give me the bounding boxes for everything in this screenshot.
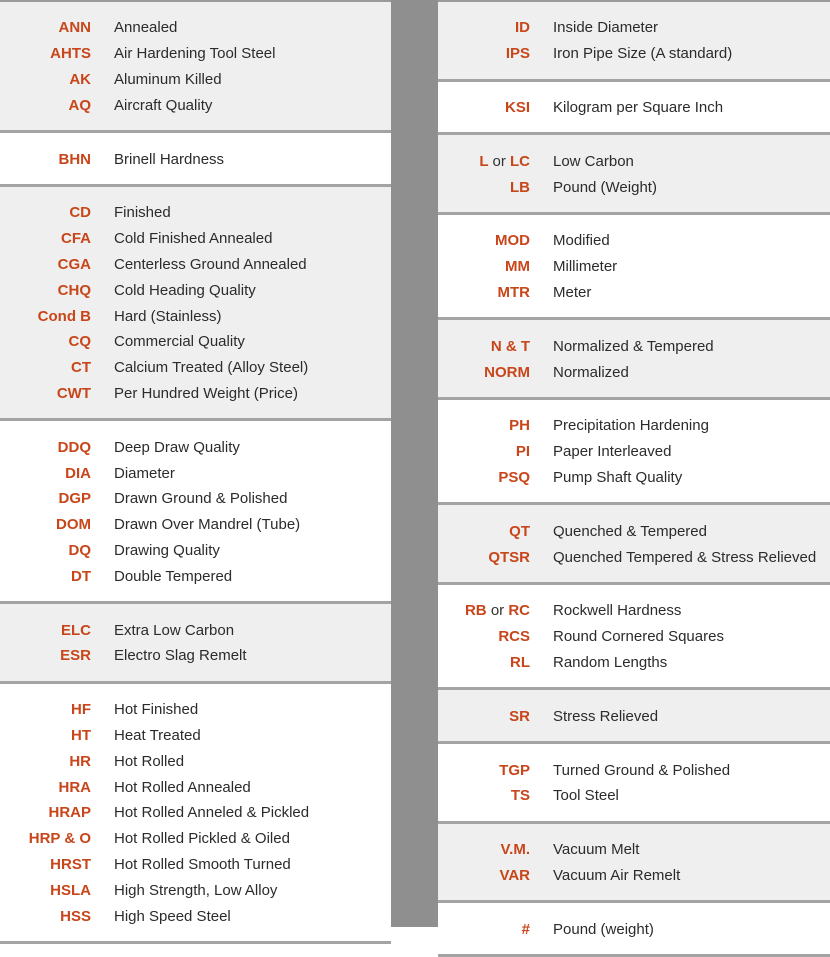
abbreviation-term — [438, 654, 530, 671]
abbreviation-row — [438, 280, 830, 306]
abbreviation-row — [0, 329, 391, 355]
abbreviation-definition: Hot Rolled Pickled & Oiled — [114, 830, 290, 848]
abbreviation-code: ELC — [61, 621, 91, 639]
abbreviation-definition: Normalized — [553, 363, 629, 381]
abbreviation-definition: Drawn Ground & Polished — [114, 490, 288, 508]
abbreviation-row — [438, 359, 830, 385]
abbreviation-code-alt: RC — [508, 602, 530, 620]
abbreviation-row — [438, 465, 830, 491]
abbreviation-term — [0, 465, 91, 482]
abbreviation-group — [0, 684, 391, 944]
abbreviation-definition: Extra Low Carbon — [114, 621, 235, 639]
abbreviation-definition: Hot Rolled Annealed — [114, 778, 251, 796]
abbreviation-term — [0, 282, 91, 299]
abbreviation-term — [0, 882, 91, 899]
abbreviation-term — [438, 45, 530, 62]
abbreviation-term — [0, 779, 91, 796]
abbreviation-row — [0, 92, 391, 118]
abbreviation-term — [438, 338, 530, 355]
abbreviation-definition: Cold Heading Quality — [114, 281, 256, 299]
abbreviation-row — [0, 355, 391, 381]
abbreviation-term — [0, 516, 91, 533]
abbreviation-definition: Commercial Quality — [114, 333, 245, 351]
abbreviation-definition: Rockwell Hardness — [553, 602, 682, 620]
abbreviation-definition: Calcium Treated (Alloy Steel) — [114, 359, 309, 377]
abbreviation-definition: High Strength, Low Alloy — [114, 881, 278, 899]
abbreviation-definition: Annealed — [114, 19, 178, 37]
abbreviation-term — [438, 284, 530, 301]
abbreviation-term — [438, 708, 530, 725]
abbreviation-row — [438, 174, 830, 200]
abbreviation-definition: Inside Diameter — [553, 19, 659, 37]
abbreviation-term — [438, 867, 530, 884]
abbreviation-term — [438, 549, 530, 566]
abbreviation-group — [0, 187, 391, 421]
abbreviation-group — [438, 135, 830, 215]
abbreviation-row — [438, 863, 830, 889]
abbreviation-term — [0, 71, 91, 88]
abbreviation-code: CFA — [61, 230, 91, 248]
abbreviation-row — [438, 439, 830, 465]
abbreviation-row — [438, 757, 830, 783]
abbreviation-row — [438, 598, 830, 624]
abbreviation-row — [0, 800, 391, 826]
abbreviation-group — [438, 903, 830, 957]
abbreviation-code: RL — [510, 653, 530, 671]
abbreviation-term — [438, 179, 530, 196]
column-gutter — [391, 0, 438, 927]
abbreviation-row — [438, 518, 830, 544]
abbreviation-code: DQ — [68, 541, 91, 559]
abbreviation-definition: Aluminum Killed — [114, 70, 222, 88]
abbreviation-term — [0, 542, 91, 559]
abbreviation-row — [0, 617, 391, 643]
abbreviation-group — [438, 82, 830, 136]
abbreviation-term — [0, 804, 91, 821]
abbreviation-term — [0, 830, 91, 847]
abbreviation-term — [438, 602, 530, 619]
abbreviation-code: PH — [509, 417, 530, 435]
abbreviation-code: DGP — [58, 490, 91, 508]
abbreviation-code: # — [521, 920, 530, 938]
abbreviation-code: ANN — [58, 19, 91, 37]
abbreviation-term — [438, 417, 530, 434]
abbreviation-row — [438, 41, 830, 67]
abbreviation-term — [438, 628, 530, 645]
abbreviation-code: PI — [515, 443, 530, 461]
abbreviation-term — [438, 469, 530, 486]
abbreviation-term — [438, 787, 530, 804]
abbreviation-definition: Drawn Over Mandrel (Tube) — [114, 516, 301, 534]
abbreviation-term — [438, 762, 530, 779]
abbreviation-code: DDQ — [57, 438, 91, 456]
abbreviation-code: HF — [71, 701, 91, 719]
abbreviation-row — [0, 877, 391, 903]
abbreviation-definition: Cold Finished Annealed — [114, 230, 273, 248]
abbreviation-code: HSLA — [50, 881, 91, 899]
abbreviation-code: SR — [509, 707, 530, 725]
abbreviation-group — [0, 604, 391, 684]
abbreviation-definition: Centerless Ground Annealed — [114, 255, 307, 273]
abbreviation-code: HRST — [50, 855, 91, 873]
abbreviation-term — [0, 727, 91, 744]
abbreviation-row — [0, 512, 391, 538]
abbreviation-row — [0, 903, 391, 929]
abbreviation-term — [0, 908, 91, 925]
abbreviation-definition: Finished — [114, 204, 171, 222]
abbreviation-definition: Paper Interleaved — [553, 443, 672, 461]
abbreviation-row — [438, 333, 830, 359]
abbreviation-term — [438, 443, 530, 460]
abbreviation-row — [438, 650, 830, 676]
abbreviation-group — [438, 824, 830, 904]
abbreviation-code: BHN — [58, 150, 91, 168]
abbreviation-definition: Meter — [553, 283, 592, 301]
abbreviation-row — [0, 460, 391, 486]
abbreviation-row — [0, 774, 391, 800]
abbreviation-group — [438, 400, 830, 505]
abbreviation-row — [438, 95, 830, 121]
abbreviation-code: CD — [69, 204, 91, 222]
abbreviation-term — [438, 232, 530, 249]
abbreviation-definition: Quenched & Tempered — [553, 522, 707, 540]
abbreviation-row — [0, 538, 391, 564]
abbreviation-definition: Vacuum Air Remelt — [553, 866, 681, 884]
abbreviation-term — [438, 19, 530, 36]
abbreviation-definition: Hard (Stainless) — [114, 307, 222, 325]
abbreviation-term — [438, 841, 530, 858]
abbreviation-row — [0, 748, 391, 774]
abbreviation-row — [438, 15, 830, 41]
abbreviation-definition: Quenched Tempered & Stress Relieved — [553, 548, 817, 566]
abbreviation-code: HRA — [58, 778, 91, 796]
abbreviation-row — [438, 413, 830, 439]
left-column — [0, 0, 391, 927]
abbreviation-term — [438, 153, 530, 170]
abbreviation-row — [438, 916, 830, 942]
abbreviation-group — [438, 744, 830, 824]
abbreviation-definition: Drawing Quality — [114, 541, 220, 559]
abbreviation-code: Cond B — [37, 307, 91, 325]
abbreviation-definition: High Speed Steel — [114, 907, 231, 925]
abbreviation-code: PSQ — [498, 468, 530, 486]
abbreviation-definition: Hot Finished — [114, 701, 199, 719]
abbreviation-row — [438, 228, 830, 254]
abbreviation-group — [0, 2, 391, 133]
abbreviation-row — [0, 723, 391, 749]
abbreviation-code: CHQ — [57, 281, 91, 299]
abbreviation-group — [438, 320, 830, 400]
abbreviation-row — [0, 252, 391, 278]
abbreviation-row — [0, 41, 391, 67]
abbreviation-code: NORM — [484, 363, 530, 381]
abbreviation-term — [438, 99, 530, 116]
abbreviation-group — [0, 133, 391, 187]
abbreviation-term — [438, 523, 530, 540]
abbreviation-code: DIA — [65, 464, 91, 482]
abbreviation-code: IPS — [505, 45, 530, 63]
abbreviation-code: HR — [69, 752, 91, 770]
abbreviation-row — [0, 381, 391, 407]
abbreviation-term — [0, 204, 91, 221]
abbreviation-definition: Round Cornered Squares — [553, 628, 724, 646]
abbreviation-code: HSS — [60, 907, 91, 925]
abbreviation-code: MTR — [497, 283, 530, 301]
abbreviation-group — [438, 2, 830, 82]
abbreviation-definition: Hot Rolled Anneled & Pickled — [114, 804, 310, 822]
abbreviation-definition: Brinell Hardness — [114, 150, 225, 168]
abbreviation-definition: Pump Shaft Quality — [553, 468, 683, 486]
abbreviation-definition: Modified — [553, 232, 610, 250]
abbreviation-code: L — [479, 152, 489, 170]
abbreviation-definition: Hot Rolled — [114, 752, 185, 770]
abbreviation-row — [0, 277, 391, 303]
abbreviation-row — [0, 146, 391, 172]
abbreviation-term — [0, 256, 91, 273]
abbreviation-term — [438, 258, 530, 275]
abbreviation-code: VAR — [499, 866, 530, 884]
abbreviation-code: AQ — [68, 96, 91, 114]
abbreviation-row — [438, 624, 830, 650]
abbreviation-term — [0, 753, 91, 770]
abbreviation-code: TS — [510, 787, 530, 805]
abbreviation-code: AHTS — [50, 45, 91, 63]
abbreviation-group — [438, 690, 830, 744]
abbreviation-term — [0, 19, 91, 36]
abbreviation-code: N & T — [490, 337, 530, 355]
abbreviation-row — [0, 563, 391, 589]
abbreviation-row — [0, 486, 391, 512]
abbreviation-row — [0, 200, 391, 226]
abbreviation-definition: Deep Draw Quality — [114, 438, 240, 456]
abbreviation-row — [438, 783, 830, 809]
abbreviation-definition: Vacuum Melt — [553, 841, 640, 859]
abbreviation-row — [438, 254, 830, 280]
abbreviation-code: ESR — [60, 647, 91, 665]
abbreviation-definition: Low Carbon — [553, 152, 634, 170]
abbreviation-group — [438, 215, 830, 320]
abbreviation-definition: Hot Rolled Smooth Turned — [114, 855, 291, 873]
abbreviation-group — [438, 505, 830, 585]
abbreviation-definition: Heat Treated — [114, 726, 201, 744]
abbreviation-definition: Stress Relieved — [553, 707, 659, 725]
abbreviation-definition: Turned Ground & Polished — [553, 761, 731, 779]
abbreviation-term — [0, 701, 91, 718]
abbreviation-row — [0, 15, 391, 41]
abbreviation-code: MM — [505, 258, 530, 276]
abbreviation-term — [0, 45, 91, 62]
abbreviation-code: CWT — [56, 384, 91, 402]
abbreviation-definition: Kilogram per Square Inch — [553, 98, 724, 116]
abbreviation-definition: Millimeter — [553, 258, 618, 276]
or-connector: or — [490, 602, 505, 620]
abbreviation-definition: Diameter — [114, 464, 175, 482]
abbreviation-group — [438, 585, 830, 690]
abbreviation-code: CT — [71, 359, 91, 377]
abbreviation-term — [0, 439, 91, 456]
abbreviation-term — [0, 385, 91, 402]
abbreviation-term — [0, 97, 91, 114]
abbreviation-row — [0, 434, 391, 460]
abbreviation-term — [0, 333, 91, 350]
abbreviation-term — [0, 856, 91, 873]
abbreviation-code: TGP — [499, 761, 530, 779]
abbreviation-definition: Electro Slag Remelt — [114, 647, 247, 665]
abbreviation-code: QTSR — [488, 548, 530, 566]
abbreviation-code: AK — [69, 70, 91, 88]
abbreviation-code: HT — [71, 726, 91, 744]
abbreviation-term — [0, 568, 91, 585]
abbreviation-definition: Aircraft Quality — [114, 96, 213, 114]
abbreviation-code: MOD — [495, 232, 530, 250]
abbreviation-term — [0, 647, 91, 664]
abbreviation-code: ID — [515, 19, 530, 37]
abbreviation-definition: Pound (Weight) — [553, 178, 657, 196]
abbreviation-definition: Pound (weight) — [553, 920, 654, 938]
abbreviation-term — [0, 490, 91, 507]
abbreviation-row — [438, 148, 830, 174]
abbreviation-group — [0, 421, 391, 604]
abbreviation-code: DT — [71, 567, 91, 585]
abbreviation-definition: Precipitation Hardening — [553, 417, 709, 435]
right-column — [438, 0, 830, 938]
abbreviation-code: RCS — [498, 628, 530, 646]
abbreviation-row — [0, 697, 391, 723]
abbreviation-code: CGA — [57, 255, 91, 273]
abbreviation-row — [0, 852, 391, 878]
abbreviation-code: RB — [464, 602, 487, 620]
abbreviation-term — [0, 359, 91, 376]
abbreviation-code: V.M. — [500, 841, 530, 859]
abbreviation-code: HRP & O — [28, 830, 91, 848]
abbreviation-term — [0, 151, 91, 168]
abbreviation-row — [0, 303, 391, 329]
abbreviation-definition: Random Lengths — [553, 653, 668, 671]
abbreviation-code: KSI — [504, 98, 530, 116]
abbreviation-term — [0, 308, 91, 325]
abbreviation-term — [0, 622, 91, 639]
abbreviation-term — [0, 230, 91, 247]
abbreviation-row — [0, 67, 391, 93]
abbreviation-term — [438, 921, 530, 938]
abbreviation-definition: Air Hardening Tool Steel — [114, 45, 276, 63]
abbreviation-definition: Tool Steel — [553, 787, 619, 805]
abbreviation-definition: Double Tempered — [114, 567, 233, 585]
abbreviation-row — [438, 544, 830, 570]
abbreviation-code: CQ — [68, 333, 91, 351]
abbreviation-row — [438, 837, 830, 863]
abbreviation-definition: Per Hundred Weight (Price) — [114, 384, 298, 402]
abbreviation-code: LB — [510, 178, 530, 196]
abbreviation-row — [0, 643, 391, 669]
abbreviation-row — [0, 226, 391, 252]
abbreviation-code: DOM — [56, 516, 91, 534]
abbreviation-row — [438, 703, 830, 729]
or-connector: or — [492, 152, 506, 170]
abbreviation-code-alt: LC — [510, 152, 530, 170]
abbreviation-definition: Normalized & Tempered — [553, 337, 714, 355]
abbreviation-code: HRAP — [48, 804, 91, 822]
abbreviation-definition: Iron Pipe Size (A standard) — [553, 45, 733, 63]
abbreviation-row — [0, 826, 391, 852]
abbreviation-term — [438, 364, 530, 381]
abbreviation-code: QT — [509, 522, 530, 540]
